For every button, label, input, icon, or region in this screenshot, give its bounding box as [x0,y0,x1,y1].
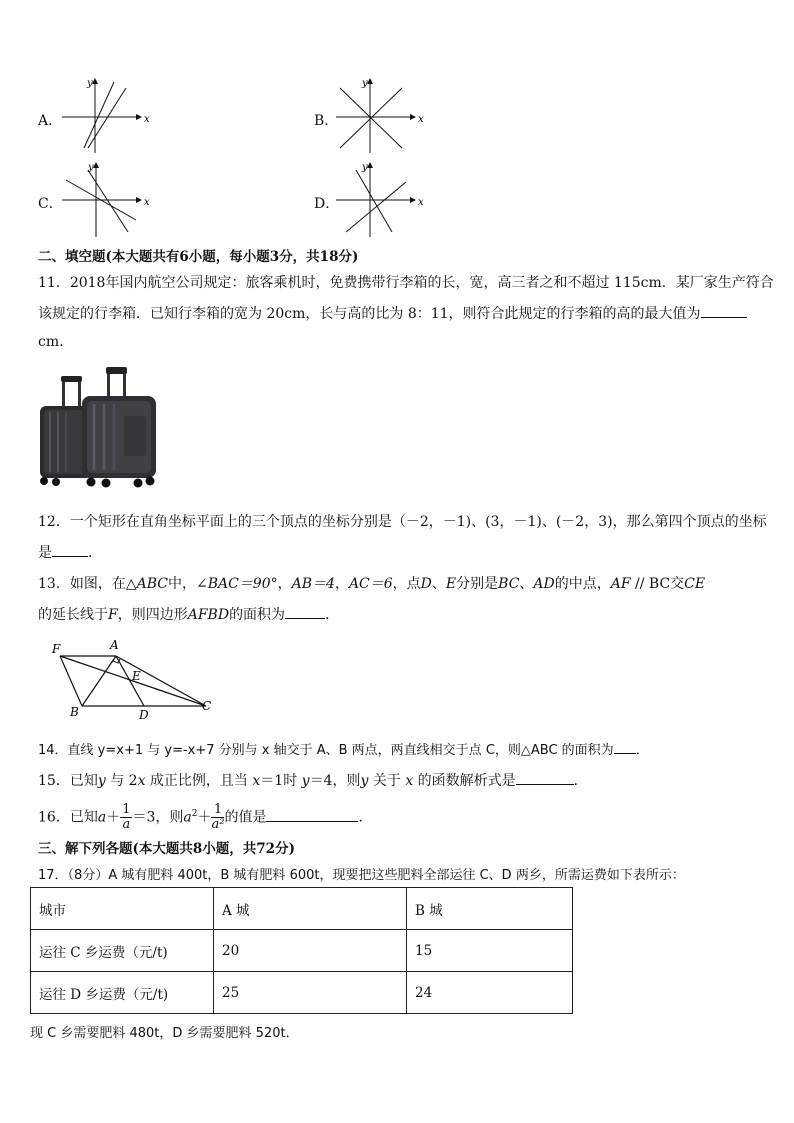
suitcases-image [36,366,162,490]
fig-label-c: C [202,699,212,713]
q12-line2 [38,542,102,562]
q16-line [38,796,372,832]
q13-afbd: AFBD [187,607,230,623]
section3-heading: 三、解下列各题(本大题共8小题，共72分) [38,841,295,857]
q15-y3: y [360,773,369,789]
q16-t2: 的值是 [224,809,267,826]
section2-heading: 二、填空题(本大题共有6小题，每小题3分，共18分) [38,249,359,265]
q13-line2 [38,604,339,624]
option-b-y: y [362,78,368,89]
q15-line [38,770,588,790]
q16-end: ． [358,809,373,826]
q12-line1: 12．一个矩形在直角坐标平面上的三个顶点的坐标分别是（－2，－1)、(3，－1)、(－2，3)，那么第四个顶点的坐标 [38,514,767,530]
q16-den1: a [122,817,131,833]
option-c-graph [60,160,150,238]
q15-t1: 15．已知 [38,773,98,789]
table-row [31,888,573,930]
q16-a1: a [97,809,107,826]
q13-t5: ，点 [392,576,421,592]
option-a-label: A． [38,113,63,129]
q16-num1: 1 [122,802,131,818]
q15-t7: 的函数解析式是 [413,773,516,789]
fig-label-a: A [110,638,119,652]
q14-end: ． [635,743,649,758]
q15-y2: y [301,773,310,789]
q15-t6: 关于 [368,773,406,789]
q16-plus: ＋ [106,809,121,826]
fig-label-f: F [52,642,61,656]
q13-t1: 13．如图，在 [38,576,126,592]
q13-l2c: 的面积为 [229,607,286,623]
option-c-label: C． [38,196,63,212]
option-a-graph [60,76,150,154]
q13-t2: 中， [167,576,196,592]
q13-angle: ∠BAC＝90° [195,576,278,592]
q12-line2-end: ． [88,545,102,561]
fig-label-b: B [70,705,79,719]
table-cell: 20 [214,930,407,972]
q14-text: 14．直线 y=x+1 与 y=-x+7 分别与 x 轴交于 A、B 两点，两直线相交于点 C，则△ABC 的面积为 [38,743,614,758]
table-header-city: 城市 [31,888,214,930]
option-a-x: x [144,114,150,125]
option-a-y: y [87,78,93,89]
option-c-y: y [88,162,94,173]
table-cell: 15 [407,930,573,972]
table-cell: 25 [214,972,407,1014]
q13-d: D [420,576,432,592]
q16-plus2: ＋ [197,809,212,826]
fig-label-e: E [132,669,141,683]
q11-line2 [38,303,747,323]
table-header-a: A 城 [214,888,407,930]
q13-t3: ， [277,576,292,592]
option-d-graph [334,160,424,238]
q13-l2a: 的延长线于 [38,607,108,623]
q17-after: 现 C 乡需要肥料 480t，D 乡需要肥料 520t． [30,1026,299,1041]
shipping-cost-table [30,887,573,1014]
q15-x2: x [252,773,261,789]
q15-t5: ＝4，则 [309,773,361,789]
q13-t4: ， [334,576,349,592]
q16-sup: 2 [191,809,198,819]
q15-answer-blank [516,770,574,785]
option-c-x: x [144,197,150,208]
q15-x3: x [405,773,414,789]
option-d-label: D． [314,196,340,212]
option-d-x: x [418,197,424,208]
option-d-y: y [362,162,368,173]
q13-t10: // BC交 [630,576,685,592]
q11-line2-text: 该规定的行李箱．已知行李箱的宽为 20cm，长与高的比为 8：11，则符合此规定的行李箱的高的最大值为 [38,306,701,322]
q13-l2b: ，则四边形 [117,607,188,623]
q11-line3: cm. [38,334,64,350]
table-row [31,930,573,972]
q13-l2d: ． [325,607,340,623]
q13-ac: AC＝6 [348,576,393,592]
q15-x1: x [137,773,146,789]
q13-t8: 、 [519,576,534,592]
table-cell: 运往 D 乡运费（元/t) [31,972,214,1014]
q13-af: AF [610,576,631,592]
table-cell: 24 [407,972,573,1014]
q14-line [38,739,649,758]
q14-answer-blank [614,739,636,754]
q15-t2: 与 2 [105,773,138,789]
q13-line1 [38,573,705,593]
q13-ad: AD [533,576,555,592]
q15-t4: ＝1时 [260,773,302,789]
q13-ce: CE [684,576,706,592]
q16-fraction-1 [120,803,132,832]
q15-end: ． [573,773,588,789]
q16-t1: 16．已知 [38,809,98,826]
table-row [31,972,573,1014]
q16-answer-blank [266,807,358,822]
q16-a2: a [183,809,192,826]
option-b-x: x [418,114,424,125]
q13-e: E [445,576,457,592]
option-b-graph [334,76,424,154]
q13-t7: 分别是 [456,576,499,592]
q17-intro: 17．（8分）A 城有肥料 400t，B 城有肥料 600t，现要把这些肥料全部运往 C、D 两乡，所需运费如下表所示： [38,868,685,883]
q13-t6: 、 [431,576,446,592]
q13-bc: BC [498,576,520,592]
q12-line2-start: 是 [38,545,52,561]
q11-line1: 11．2018年国内航空公司规定：旅客乘机时，免费携带行李箱的长，宽，高三者之和不超过 115cm．某厂家生产符合 [38,275,774,291]
q13-t9: 的中点， [554,576,611,592]
q16-eq: ＝3，则 [132,809,184,826]
table-cell: 运往 C 乡运费（元/t) [31,930,214,972]
q11-answer-blank [701,303,747,318]
q13-answer-blank [285,604,325,619]
q13-triangle-figure [44,636,224,722]
q16-den2: a² [211,817,225,833]
table-header-b: B 城 [407,888,573,930]
q12-answer-blank [52,542,88,557]
q13-ab: AB＝4 [291,576,335,592]
q16-fraction-2 [211,803,224,832]
q13-triangle: △ABC [125,576,168,592]
option-b-label: B． [314,113,339,129]
fig-label-d: D [139,708,149,722]
q15-y1: y [97,773,106,789]
q16-num2: 1 [211,803,224,818]
q15-t3: 成正比例，且当 [145,773,253,789]
q13-f: F [108,607,118,623]
